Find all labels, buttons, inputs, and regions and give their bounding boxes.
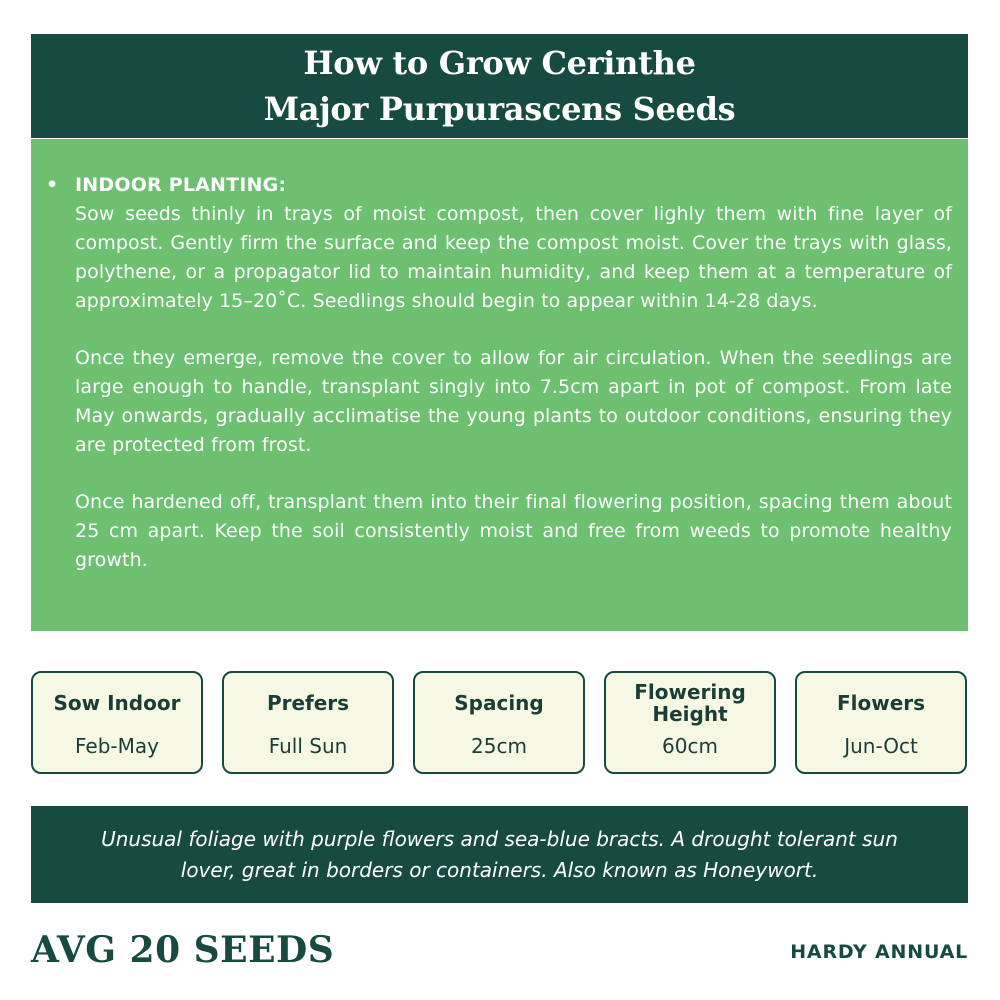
- bullet-icon: •: [46, 174, 59, 196]
- info-box-flowering-height: [604, 671, 776, 774]
- info-box-sow-indoor: [31, 671, 203, 774]
- info-box-value: Full Sun: [268, 734, 348, 758]
- instruction-paragraph-3: Once hardened off, transplant them into their final flowering position, spacing them about 25 cm apart. Keep the soil consistently moist and free from weeds to promote healthy growth.: [75, 491, 952, 571]
- info-box-prefers: [222, 671, 394, 774]
- indoor-planting-heading: INDOOR PLANTING:: [75, 174, 287, 196]
- info-box-spacing: [413, 671, 585, 774]
- growing-info-boxes: [31, 671, 968, 774]
- info-box-label: Flowers: [836, 691, 926, 715]
- info-box-value: 60cm: [662, 734, 718, 758]
- page-title-line-2: Major Purpurascens Seeds: [263, 90, 736, 128]
- info-box-value: Jun-Oct: [844, 734, 918, 758]
- info-box-value: 25cm: [471, 734, 527, 758]
- info-box-label: Flowering Height: [634, 680, 746, 726]
- info-box-flowers: [795, 671, 967, 774]
- section-heading: [46, 171, 952, 200]
- plant-description: Unusual foliage with purple flowers and sea-blue bracts. A drought tolerant sun lover, great in borders or containers. Also known as Honeywort.: [101, 826, 898, 882]
- page-title-line-1: How to Grow Cerinthe: [303, 44, 696, 82]
- lifecycle-label: HARDY ANNUAL: [790, 941, 968, 963]
- seed-count: AVG 20 SEEDS: [31, 929, 335, 971]
- instruction-paragraph-1: Sow seeds thinly in trays of moist compost, then cover lighly them with fine layer of compost. Gently firm the surface and keep the compost moist. Cover the trays with glass, polythene, or a propagator lid to maintain humidity, and keep them at a temperature of approximately 15–20˚C. Seedlings should begin to appear within 14-28 days.: [75, 203, 952, 312]
- info-box-label: Spacing: [454, 691, 544, 715]
- info-box-label: Prefers: [266, 691, 350, 715]
- instruction-paragraph-2: Once they emerge, remove the cover to allow for air circulation. When the seedlings are large enough to handle, transplant singly into 7.5cm apart in pot of compost. From late May onwards, gradually acclimatise the young plants to outdoor conditions, ensuring they are protected from frost.: [75, 347, 952, 456]
- title-banner: [31, 34, 968, 138]
- planting-instructions-panel: [31, 139, 968, 631]
- info-box-value: Feb-May: [75, 734, 159, 758]
- info-box-label: Sow Indoor: [53, 691, 181, 715]
- description-banner: [31, 806, 968, 903]
